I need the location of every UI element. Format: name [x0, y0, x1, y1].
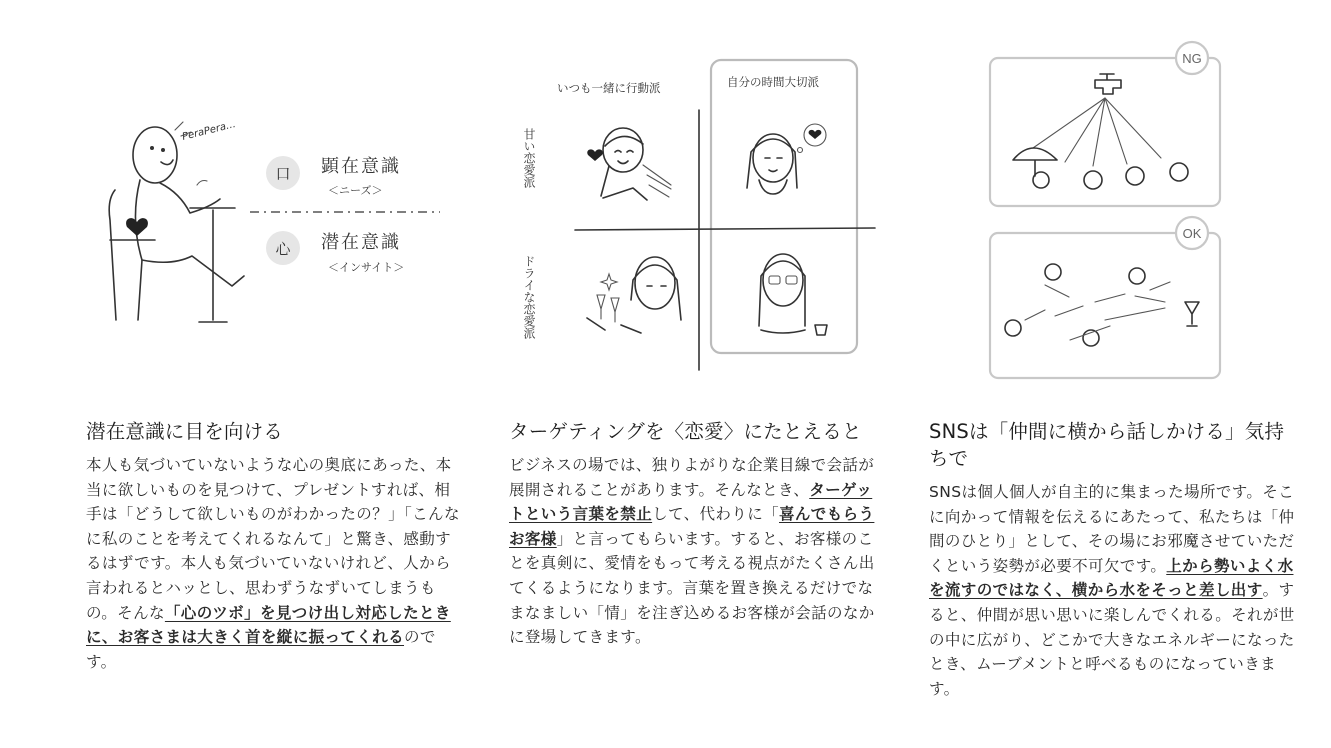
person-icon: [1045, 264, 1061, 280]
cafe-table: [190, 181, 235, 323]
section-body: SNSは個人個人が自主的に集まった場所です。そこに向かって情報を伝えるにあたって、私たちは「仲間のひとり」として、その場にお邪魔させていただくという姿勢が必要不可欠です。上から勢いよく水を流すのではなく、横から水をそっと差し出す。すると、仲間が思い思いに楽しんでくれる。それが世の中に広がり、どこかで大きなエネルギーになったとき、ムーブメントと呼べるものになっていきます。: [929, 483, 1295, 698]
latent-label: 潜在意識: [321, 232, 401, 253]
speech-text: PeraPera…: [181, 118, 237, 143]
section-subconscious: [86, 418, 466, 674]
emphasis-text: 喜んでもらうお客様: [509, 505, 875, 548]
section-sns: [929, 418, 1299, 701]
row-label-sweet: 甘い恋愛派: [522, 128, 536, 188]
highlight-frame: [711, 60, 857, 353]
love-matrix-illustration: [515, 40, 875, 390]
overt-label: 顕在意識: [321, 156, 401, 177]
emphasis-text: 「心のツボ」を見つけ出し対応したときに、お客さまは大きく首を縦に振ってくれる: [86, 603, 451, 647]
subconscious-illustration: [95, 40, 455, 390]
emphasis-text: 上から勢いよく水を流すのではなく、横から水をそっと差し出す: [929, 556, 1294, 600]
ok-panel: [990, 233, 1220, 378]
ok-badge-text: OK: [1182, 226, 1202, 241]
talking-person-figure: [109, 127, 244, 320]
heart-glyph: 心: [275, 240, 291, 258]
emphasis-text: ターゲットという言葉を禁止: [509, 480, 873, 524]
umbrella-person: [1013, 148, 1057, 188]
section-title: 潜在意識に目を向ける: [86, 420, 284, 443]
glass-icon: [1185, 302, 1199, 326]
section-targeting: [509, 418, 883, 650]
column-label-own-time: 自分の時間大切派: [727, 75, 819, 89]
person-icon: [1170, 163, 1188, 181]
girl-with-bubble: [747, 124, 826, 194]
person-icon: [1129, 268, 1145, 284]
ng-badge-text: NG: [1182, 51, 1202, 66]
section-title: ターゲティングを〈恋愛〉にたとえると: [509, 420, 862, 443]
heart-icon: [126, 218, 148, 236]
column-label-together: いつも一緒に行動派: [557, 81, 661, 95]
person-icon: [1126, 167, 1144, 185]
woman-with-wine: [587, 257, 681, 333]
sns-illustration: [985, 40, 1225, 390]
person-icon: [1084, 171, 1102, 189]
person-icon: [1005, 320, 1021, 336]
latent-sub-label: ＜インサイト＞: [328, 261, 405, 274]
section-body: 本人も気づいていないような心の奥底にあった、本当に欲しいものを見つけて、プレゼントすれば、相手は「どうして欲しいものがわかったの？」「こんなに私のことを考えてくれるなんて」と驚き、感動するはずです。本人も気づいていないけれど、人から言われるとハッとし、思わずうなずいてしまうもの。そんな「心のツボ」を見つけ出し対応したときに、お客さまは大きく首を縦に振ってくれるのです。: [86, 456, 460, 671]
row-label-dry: ドライな恋愛派: [522, 255, 536, 339]
girl-with-pigtails: [587, 128, 671, 200]
section-body: ビジネスの場では、独りよがりな企業目線で会話が展開されることがあります。そんなとき、ターゲットという言葉を禁止して、代わりに「喜んでもらうお客様」と言ってもらいます。すると、お客様のことを真剣に、愛情をもって考える視点がたくさん出てくるようになります。言葉を置き換えるだけでなまなましい「情」を注ぎ込めるお客様が会話のなかに登場してきます。: [509, 456, 875, 647]
overt-sub-label: ＜ニーズ＞: [328, 184, 383, 197]
faucet-icon: [1095, 74, 1121, 94]
section-title: SNSは「仲間に横から話しかける」気持ちで: [929, 420, 1285, 470]
mouth-glyph: 口: [275, 165, 291, 183]
matrix-horizontal-axis: [575, 228, 875, 230]
woman-with-glasses: [759, 254, 827, 335]
